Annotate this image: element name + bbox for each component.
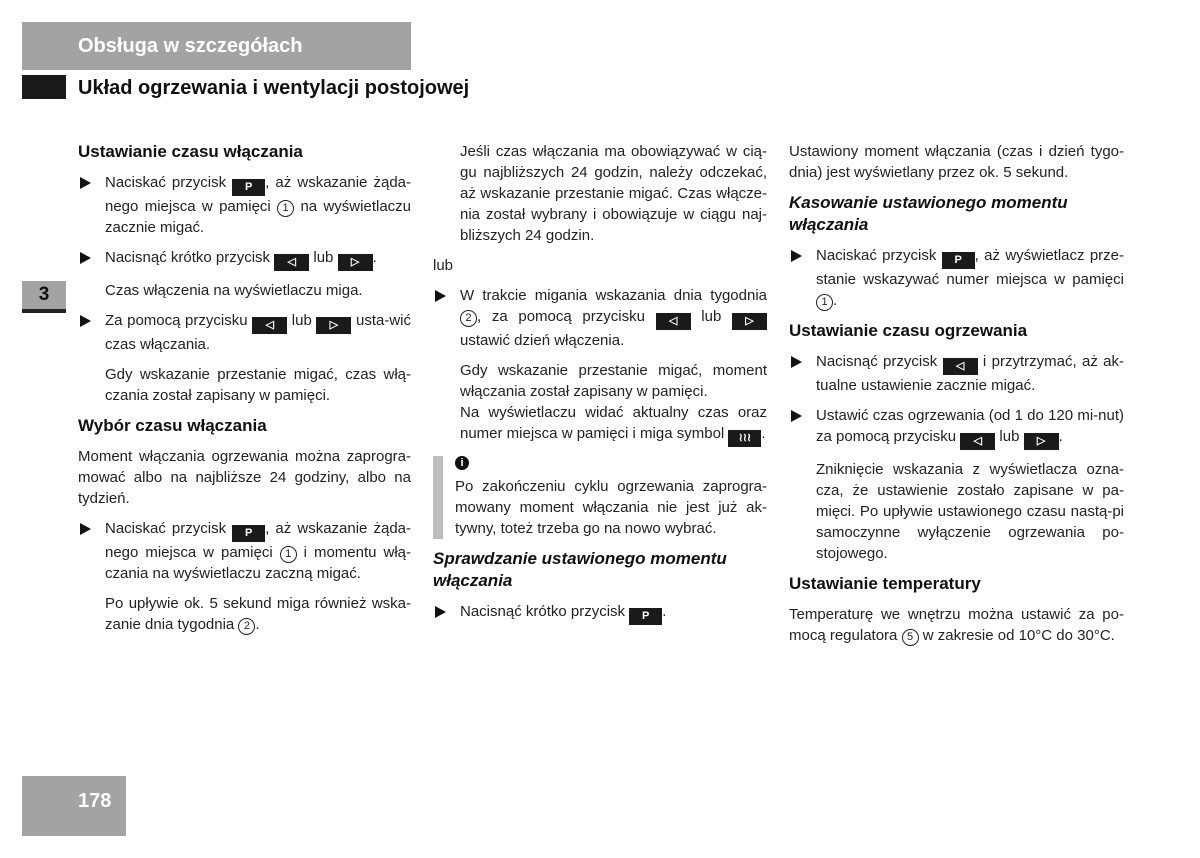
step-text: , za pomocą przycisku [477, 308, 656, 325]
column-2 [433, 141, 767, 634]
instruction-step [78, 310, 411, 355]
heading-delete-start-time: Kasowanie ustawionego momentu włączania [789, 193, 1068, 234]
step-text: . [372, 249, 377, 266]
step-text: , aż wskazanie żąda-nego miejsca w pamięci [105, 174, 411, 215]
page-number: 178 [78, 790, 112, 812]
step-text: Naciskać przycisk [105, 520, 233, 537]
paragraph-text: Temperaturę we wnętrzu można ustawić za po-mocą regulatora [789, 606, 1124, 644]
step-text: i momentu włą-czania na wyświetlaczu zaczną migać. [105, 544, 411, 582]
p-key-icon: P [232, 525, 265, 542]
arrow-right-icon [80, 252, 91, 264]
left-key-icon: ◁ [960, 433, 995, 450]
note-text: Po zakończeniu cyklu ogrzewania zaprogra-mowany moment włączania nie jest już ak-tywny, toteż trzeba go na nowo wybrać. [455, 478, 767, 537]
paragraph-text: . [761, 425, 766, 442]
right-key-icon: ▷ [316, 317, 351, 334]
step-text: Nacisnąć krótko przycisk [105, 249, 275, 266]
info-note [433, 456, 767, 539]
paragraph-text: w zakresie od 10°C do 30°C. [918, 627, 1115, 644]
left-key-icon: ◁ [252, 317, 287, 334]
paragraph [433, 402, 767, 447]
paragraph: Czas włączenia na wyświetlaczu miga. [105, 282, 363, 299]
section-header [22, 22, 411, 70]
step-text: lub [690, 308, 732, 325]
paragraph-text: . [255, 616, 260, 633]
step-text: i przytrzymać, aż ak-tualne ustawienie zacznie migać. [816, 353, 1125, 394]
paragraph: Ustawiony moment włączania (czas i dzień tygo-dnia) jest wyświetlany przez ok. 5 sekund. [789, 143, 1124, 181]
left-key-icon: ◁ [274, 254, 309, 271]
instruction-step [78, 172, 411, 238]
step-text: lub [287, 312, 317, 329]
right-key-icon: ▷ [1024, 433, 1059, 450]
column-1 [78, 141, 411, 644]
instruction-step [789, 245, 1124, 311]
step-text: lub [995, 428, 1024, 445]
callout-number: 2 [238, 618, 255, 635]
step-text: Ustawić czas ogrzewania (od 1 do 120 mi-nut) za pomocą przycisku [816, 407, 1124, 445]
arrow-right-icon [80, 523, 91, 535]
or-text: lub [433, 257, 454, 274]
callout-number: 2 [460, 310, 477, 327]
step-text: na wyświetlaczu zacznie migać. [105, 198, 412, 236]
instruction-step [78, 247, 411, 271]
step-text: Nacisnąć krótko przycisk [460, 603, 630, 620]
heater-symbol-icon: ≀≀≀ [728, 430, 761, 447]
step-text: ustawić dzień włączenia. [460, 332, 625, 349]
step-text: Naciskać przycisk [105, 174, 233, 191]
paragraph-text: Na wyświetlaczu widać aktualny czas oraz numer miejsca w pamięci i miga symbol [460, 404, 767, 442]
arrow-right-icon [791, 356, 802, 368]
callout-number: 1 [280, 546, 297, 563]
section-title: Obsługa w szczegółach [78, 35, 303, 57]
step-text: . [833, 292, 838, 309]
heading-choose-start-time: Wybór czasu włączania [78, 416, 267, 435]
heading-check-start-time: Sprawdzanie ustawionego momentu włączania [433, 549, 727, 590]
arrow-right-icon [80, 177, 91, 189]
paragraph [78, 593, 411, 635]
chapter-tab-underline [22, 309, 66, 313]
step-text: Naciskać przycisk [816, 247, 942, 264]
step-text: usta-wić czas włączania. [105, 312, 411, 353]
paragraph: Gdy wskazanie przestanie migać, czas włą-czania został zapisany w pamięci. [105, 366, 411, 404]
step-text: , aż wskazanie żąda-nego miejsca w pamięci [105, 520, 411, 561]
paragraph-text: Po upływie ok. 5 sekund miga również wska-zanie dnia tygodnia [105, 595, 411, 633]
page-number-box [22, 776, 126, 836]
arrow-right-icon [435, 606, 446, 618]
heading-set-start-time: Ustawianie czasu włączania [78, 142, 303, 161]
heading-set-temperature: Ustawianie temperatury [789, 574, 981, 593]
p-key-icon: P [942, 252, 975, 269]
chapter-tab: 3 [22, 281, 66, 309]
arrow-right-icon [80, 315, 91, 327]
callout-number: 1 [816, 294, 833, 311]
left-key-icon: ◁ [656, 313, 691, 330]
callout-number: 1 [277, 200, 294, 217]
arrow-right-icon [791, 410, 802, 422]
instruction-step [433, 601, 767, 625]
step-text: Nacisnąć przycisk [816, 353, 943, 370]
instruction-step [78, 518, 411, 584]
instruction-step [433, 285, 767, 351]
step-text: . [1058, 428, 1063, 445]
p-key-icon: P [629, 608, 662, 625]
paragraph: Moment włączania ogrzewania można zaprogra-mować albo na najbliższe 24 godziny, albo na tydzień. [78, 448, 411, 507]
step-text: . [662, 603, 667, 620]
step-text: Za pomocą przycisku [105, 312, 253, 329]
paragraph: Jeśli czas włączania ma obowiązywać w cią-gu najbliższych 24 godzin, należy odczekać, aż wskazanie przestanie migać. Czas włącze-nia został wybrany i obowiązuje w ciągu naj-bliższych 24 godzin. [460, 143, 767, 244]
right-key-icon: ▷ [732, 313, 767, 330]
p-key-icon: P [232, 179, 265, 196]
column-3 [789, 141, 1124, 655]
arrow-right-icon [791, 250, 802, 262]
callout-number: 5 [902, 629, 919, 646]
page-title: Układ ogrzewania i wentylacji postojowej [78, 77, 470, 99]
info-icon: i [455, 456, 469, 470]
step-text: W trakcie migania wskazania dnia tygodnia [460, 287, 767, 304]
step-text: lub [309, 249, 338, 266]
right-key-icon: ▷ [338, 254, 373, 271]
instruction-step [789, 351, 1124, 396]
heading-set-heating-time: Ustawianie czasu ogrzewania [789, 321, 1028, 340]
paragraph: Gdy wskazanie przestanie migać, moment włączania został zapisany w pamięci. [460, 362, 767, 400]
paragraph [789, 604, 1124, 646]
header-marker [22, 75, 66, 99]
arrow-right-icon [435, 290, 446, 302]
step-text: , aż wyświetlacz prze-stanie wskazywać numer miejsca w pamięci [816, 247, 1125, 288]
note-bar [433, 456, 443, 539]
paragraph: Zniknięcie wskazania z wyświetlacza ozna-cza, że ustawienie zostało zapisane w pa-mięci. Po upływie ustawionego czasu nastą-pi samoczynne wyłączenie ogrzewania po-stojowego. [816, 461, 1124, 562]
left-key-icon: ◁ [943, 358, 978, 375]
instruction-step [789, 405, 1124, 450]
